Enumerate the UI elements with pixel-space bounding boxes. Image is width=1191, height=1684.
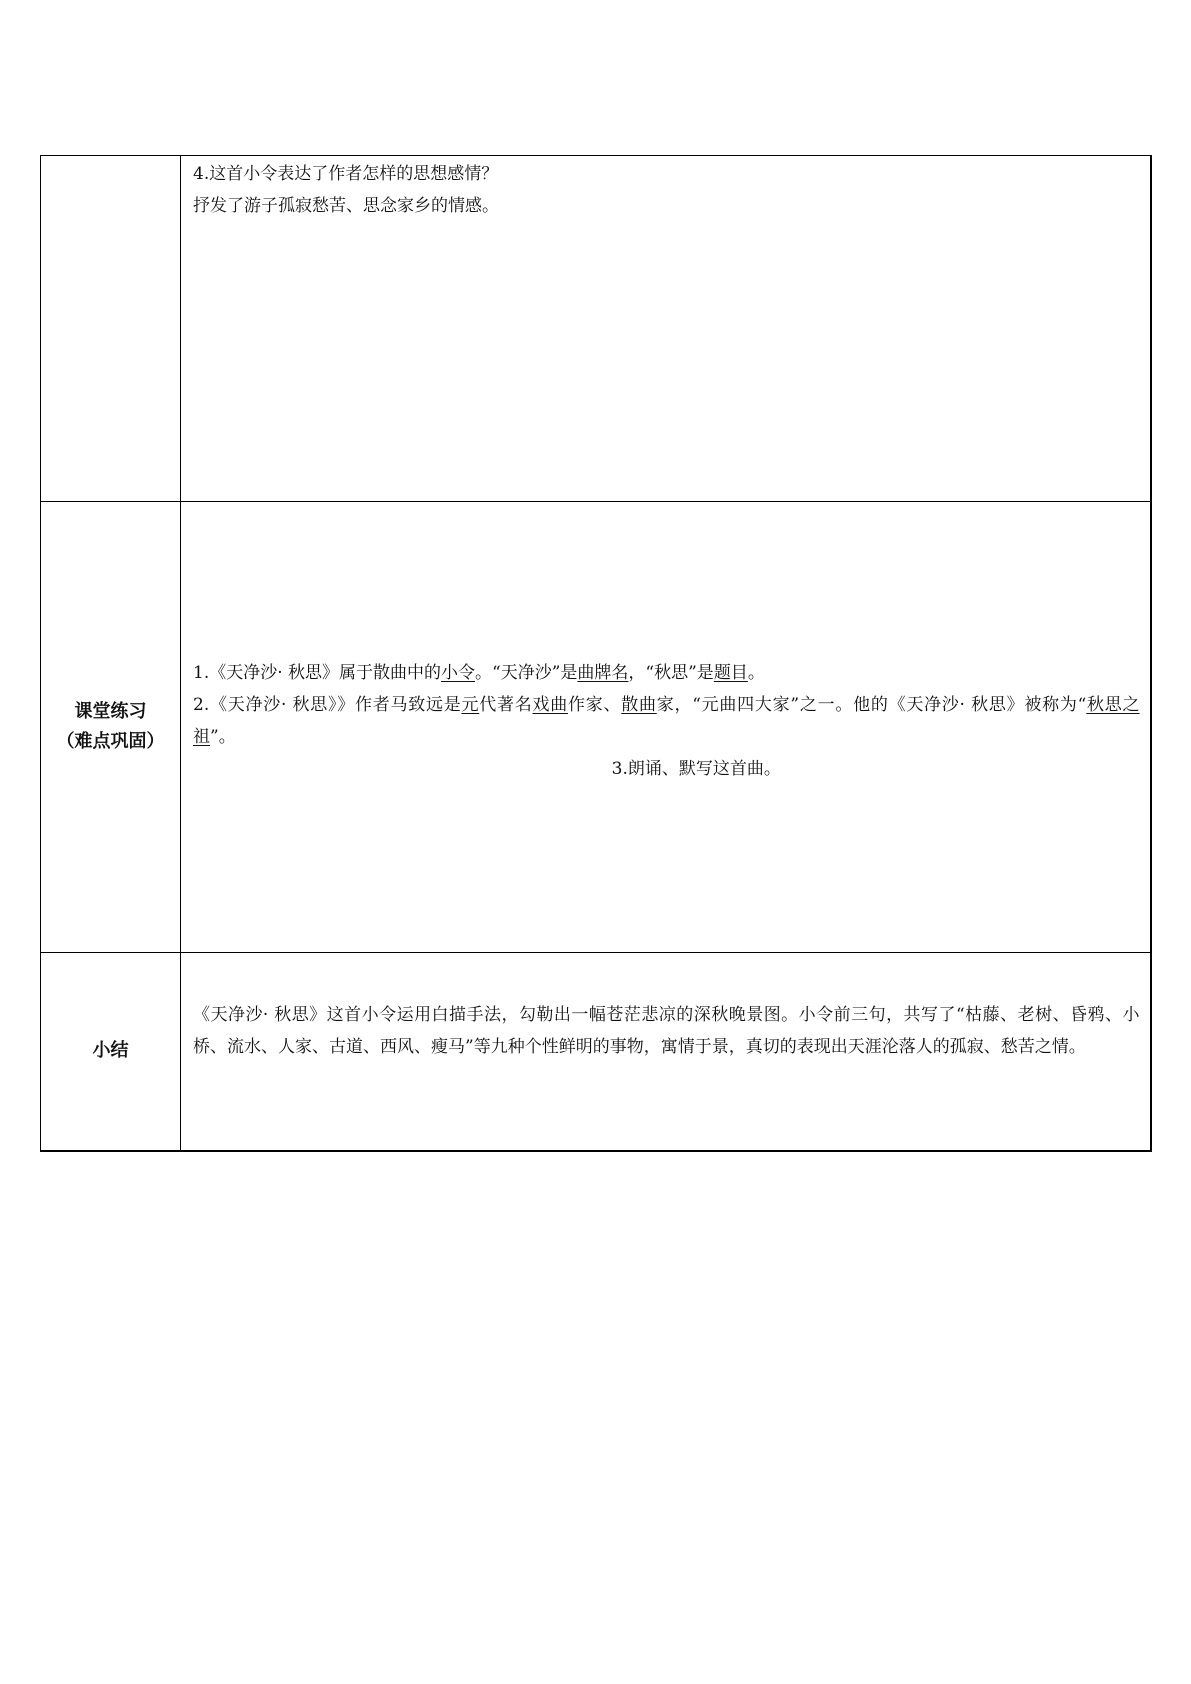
exercise-1: 1.《天净沙· 秋思》属于散曲中的小令。“天净沙”是曲牌名，“秋思”是题目。 — [193, 663, 765, 683]
blank-answer: 戏曲 — [532, 695, 568, 715]
blank-answer: 题目 — [713, 663, 748, 683]
table-row — [41, 953, 1151, 1151]
content-cell — [181, 156, 1151, 502]
row-label-practice — [41, 502, 181, 953]
practice-label: 课堂练习 — [74, 701, 147, 722]
blank-answer: 秋思之祖 — [193, 695, 1140, 747]
content-cell — [181, 953, 1151, 1151]
content-cell — [181, 502, 1151, 953]
row-label-empty — [41, 156, 181, 502]
blank-answer: 元 — [461, 695, 480, 715]
table-row — [41, 156, 1151, 502]
exercise-3: 3.朗诵、默写这首曲。 — [611, 759, 781, 779]
table-row — [41, 502, 1151, 953]
blank-answer: 曲牌名 — [577, 663, 629, 683]
blank-answer: 散曲 — [621, 695, 657, 715]
practice-sublabel: （难点巩固） — [56, 731, 165, 752]
summary-text: 《天净沙· 秋思》这首小令运用白描手法，勾勒出一幅苍茫悲凉的深秋晚景图。小令前三句，共写了“枯藤、老树、昏鸦、小桥、流水、人家、古道、西风、瘦马”等九种个性鲜明的事物，寓情于景，真切的表现出天涯沦落人的孤寂、愁苦之情。 — [193, 1005, 1140, 1057]
question-4: 4.这首小令表达了作者怎样的思想感情？ — [193, 164, 499, 184]
blank-answer: 小令 — [441, 663, 476, 683]
row-label-summary: 小结 — [41, 953, 181, 1151]
exercise-2: 2.《天净沙· 秋思》》作者马致远是元代著名戏曲作家、散曲家，“元曲四大家”之一。他的《天净沙· 秋思》被称为“秋思之祖”。 — [193, 695, 1140, 747]
answer-4: 抒发了游子孤寂愁苦、思念家乡的情感。 — [193, 196, 499, 216]
lesson-table — [40, 155, 1152, 1152]
